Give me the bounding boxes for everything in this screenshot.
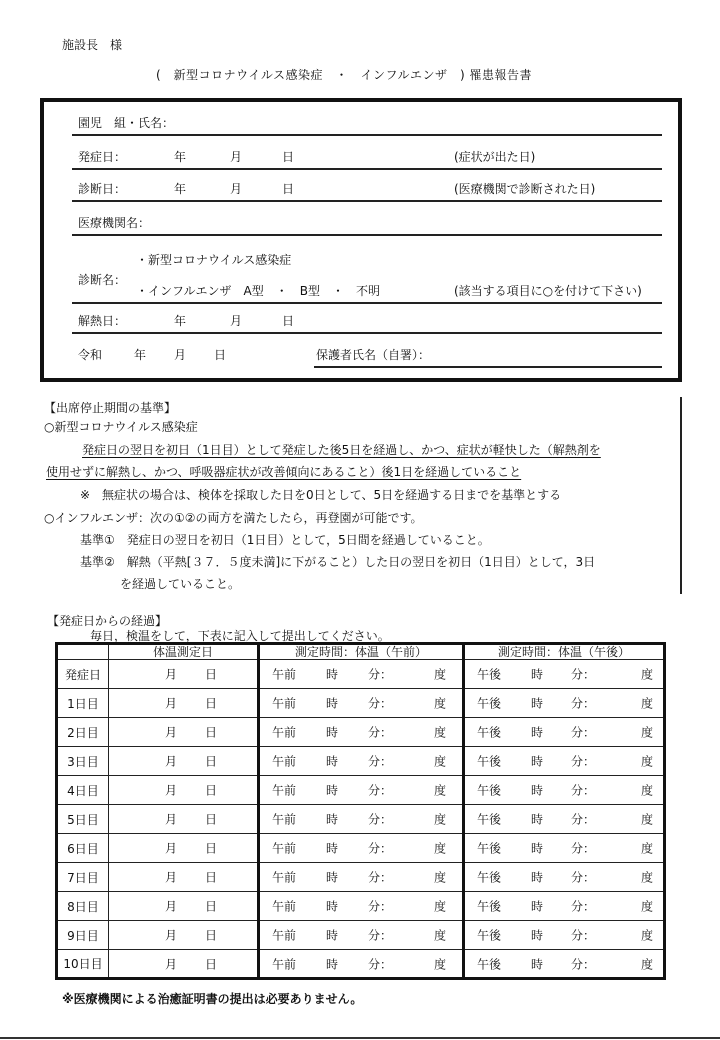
minute-label: 分： [368,841,393,856]
attendance-criteria [40,397,682,594]
month-label: 月 [165,783,178,798]
diagnosis-date-row[interactable] [72,178,662,202]
diagnosis-year: 年 [174,182,187,196]
criteria-heading: 【出席停止期間の基準】 [44,401,177,415]
pm-label: 午後 [477,957,502,971]
table-row [57,892,665,921]
degree-label: 度 [641,812,654,827]
diagnosis-month: 月 [230,182,243,196]
reiwa-label: 令和 [78,348,103,362]
minute-label: 分： [571,754,596,769]
degree-label: 度 [434,783,447,798]
am-label: 午前 [272,667,297,682]
day-unit-label: 日 [205,812,218,827]
header-afternoon: 測定時間：体温（午後） [464,644,665,660]
morning-cell[interactable] [259,660,464,689]
sign-year: 年 [134,348,147,362]
minute-label: 分： [368,928,393,943]
afternoon-cell[interactable] [464,892,665,921]
pm-label: 午後 [477,783,502,798]
month-label: 月 [165,696,178,711]
table-row [57,776,665,805]
minute-label: 分： [571,696,596,711]
minute-label: 分： [368,696,393,711]
sign-month: 月 [174,348,187,362]
hour-label: 時 [326,870,339,885]
onset-month: 月 [230,150,243,164]
minute-label: 分： [368,667,393,682]
day-label: 5日目 [57,805,109,834]
afternoon-cell[interactable] [464,776,665,805]
day-unit-label: 日 [205,696,218,711]
month-label: 月 [165,725,178,740]
degree-label: 度 [434,812,447,827]
table-row [57,834,665,863]
date-cell[interactable] [109,863,259,892]
day-label: 1日目 [57,689,109,718]
month-label: 月 [165,812,178,827]
onset-year: 年 [174,150,187,164]
day-unit-label: 日 [205,928,218,943]
day-unit-label: 日 [205,899,218,914]
option-note: (該当する項目に○を付けて下さい) [454,284,642,298]
pm-label: 午後 [477,812,502,827]
fever-month: 月 [230,314,243,328]
fever-day: 日 [282,314,295,328]
hour-label: 時 [326,783,339,798]
minute-label: 分： [368,812,393,827]
day-unit-label: 日 [205,957,218,971]
addressee: 施設長 様 [62,38,123,52]
day-unit-label: 日 [205,783,218,798]
hour-label: 時 [326,957,339,971]
month-label: 月 [165,870,178,885]
morning-cell[interactable] [259,805,464,834]
afternoon-cell[interactable] [464,834,665,863]
morning-cell[interactable] [259,747,464,776]
degree-label: 度 [641,957,654,971]
date-cell[interactable] [109,689,259,718]
degree-label: 度 [434,667,447,682]
flu-standard-2: 基準② 解熱（平熱[３７．５度未満]に下がること）した日の翌日を初日（1日目）として，3日 [80,555,596,569]
hour-label: 時 [326,928,339,943]
date-cell[interactable] [109,834,259,863]
hour-label: 時 [326,841,339,856]
afternoon-cell[interactable] [464,805,665,834]
child-name-label: 園児 組・氏名： [78,116,175,130]
covid-heading: ○新型コロナウイルス感染症 [44,420,198,434]
footer-note: ※医療機関による治癒証明書の提出は必要ありません。 [62,992,363,1006]
table-row [57,950,665,979]
date-cell[interactable] [109,921,259,950]
am-label: 午前 [272,899,297,914]
degree-label: 度 [434,841,447,856]
covid-asymptomatic-note: ※ 無症状の場合は、検体を採取した日を0日として、5日を経過する日までを基準とする [80,488,562,502]
minute-label: 分： [571,899,596,914]
minute-label: 分： [571,783,596,798]
hour-label: 時 [531,957,544,971]
minute-label: 分： [571,841,596,856]
sign-day: 日 [214,348,227,362]
morning-cell[interactable] [259,834,464,863]
date-cell[interactable] [109,747,259,776]
onset-date-row[interactable] [72,146,662,170]
pm-label: 午後 [477,725,502,740]
table-row [57,863,665,892]
date-cell[interactable] [109,950,259,979]
date-cell[interactable] [109,718,259,747]
minute-label: 分： [368,783,393,798]
morning-cell[interactable] [259,718,464,747]
diagnosis-name-row[interactable] [72,253,662,304]
degree-label: 度 [434,928,447,943]
flu-heading: ○インフルエンザ：次の①②の両方を満たしたら，再登園が可能です。 [44,511,423,525]
header-measure-date: 体温測定日 [109,644,259,660]
table-row [57,660,665,689]
minute-label: 分： [368,899,393,914]
day-label: 4日目 [57,776,109,805]
degree-label: 度 [434,725,447,740]
child-name-row[interactable] [72,112,662,136]
degree-label: 度 [641,754,654,769]
morning-cell[interactable] [259,892,464,921]
hour-label: 時 [531,812,544,827]
degree-label: 度 [434,899,447,914]
afternoon-cell[interactable] [464,950,665,979]
table-row [57,747,665,776]
hour-label: 時 [531,928,544,943]
hour-label: 時 [326,812,339,827]
pm-label: 午後 [477,870,502,885]
day-label: 8日目 [57,892,109,921]
date-cell[interactable] [109,776,259,805]
minute-label: 分： [571,928,596,943]
morning-cell[interactable] [259,863,464,892]
afternoon-cell[interactable] [464,689,665,718]
diagnosis-name-label: 診断名： [78,273,127,287]
hour-label: 時 [531,754,544,769]
report-form [40,98,682,382]
month-label: 月 [165,899,178,914]
hour-label: 時 [326,899,339,914]
hour-label: 時 [531,899,544,914]
hour-label: 時 [326,754,339,769]
am-label: 午前 [272,957,297,971]
table-header-row [57,644,665,660]
month-label: 月 [165,754,178,769]
table-row [57,805,665,834]
day-unit-label: 日 [205,841,218,856]
minute-label: 分： [368,725,393,740]
degree-label: 度 [641,870,654,885]
date-cell[interactable] [109,660,259,689]
fever-date-row[interactable] [72,310,662,334]
afternoon-cell[interactable] [464,921,665,950]
signature-row [72,342,662,366]
am-label: 午前 [272,725,297,740]
minute-label: 分： [571,667,596,682]
institution-row[interactable] [72,212,662,236]
degree-label: 度 [641,899,654,914]
fever-year: 年 [174,314,187,328]
morning-cell[interactable] [259,689,464,718]
hour-label: 時 [531,725,544,740]
degree-label: 度 [641,667,654,682]
day-unit-label: 日 [205,870,218,885]
pm-label: 午後 [477,899,502,914]
afternoon-cell[interactable] [464,747,665,776]
progress-instruction: 毎日，検温をして，下表に記入して提出してください。 [90,629,390,643]
am-label: 午前 [272,870,297,885]
header-morning: 測定時間：体温（午前） [259,644,464,660]
minute-label: 分： [571,870,596,885]
minute-label: 分： [571,812,596,827]
pm-label: 午後 [477,696,502,711]
diagnosis-note: (医療機関で診断された日) [454,182,596,196]
day-label: 6日目 [57,834,109,863]
date-cell[interactable] [109,892,259,921]
pm-label: 午後 [477,667,502,682]
minute-label: 分： [368,754,393,769]
day-label: 7日目 [57,863,109,892]
day-label: 3日目 [57,747,109,776]
diagnosis-day: 日 [282,182,295,196]
minute-label: 分： [368,957,393,971]
am-label: 午前 [272,812,297,827]
minute-label: 分： [571,725,596,740]
temperature-table [55,642,666,980]
am-label: 午前 [272,696,297,711]
institution-label: 医療機関名： [78,216,151,230]
month-label: 月 [165,667,178,682]
day-unit-label: 日 [205,725,218,740]
flu-standard-1: 基準① 発症日の翌日を初日（1日目）として，5日間を経過していること。 [80,533,490,547]
hour-label: 時 [326,667,339,682]
covid-criteria-line-2: 使用せずに解熱し、かつ、呼吸器症状が改善傾向にあること）後1日を経過していること [46,465,522,479]
bottom-rule [0,1037,720,1039]
guardian-signature-line[interactable] [314,366,662,368]
morning-cell[interactable] [259,921,464,950]
day-label: 10日目 [57,950,109,979]
guardian-label: 保護者氏名（自署）： [316,348,431,362]
month-label: 月 [165,841,178,856]
flu-standard-2-cont: を経過していること。 [120,577,241,591]
option-covid[interactable]: ・新型コロナウイルス感染症 [136,253,292,267]
am-label: 午前 [272,841,297,856]
hour-label: 時 [326,696,339,711]
hour-label: 時 [531,841,544,856]
fever-label: 解熱日： [78,314,127,328]
document-title: ( 新型コロナウイルス感染症 ・ インフルエンザ ) 罹患報告書 [156,68,532,82]
table-row [57,689,665,718]
day-unit-label: 日 [205,754,218,769]
onset-note: (症状が出た日) [454,150,536,164]
degree-label: 度 [434,754,447,769]
degree-label: 度 [434,870,447,885]
degree-label: 度 [641,725,654,740]
day-label: 2日目 [57,718,109,747]
hour-label: 時 [531,696,544,711]
diagnosis-date-label: 診断日： [78,182,127,196]
hour-label: 時 [326,725,339,740]
minute-label: 分： [368,870,393,885]
covid-criteria-line-1: 発症日の翌日を初日（1日目）として発症した後5日を経過し、かつ、症状が軽快した（解熱剤を [82,443,601,457]
morning-cell[interactable] [259,950,464,979]
month-label: 月 [165,957,178,971]
day-label: 9日目 [57,921,109,950]
table-row [57,718,665,747]
degree-label: 度 [641,783,654,798]
afternoon-cell[interactable] [464,660,665,689]
degree-label: 度 [641,928,654,943]
hour-label: 時 [531,783,544,798]
degree-label: 度 [641,841,654,856]
day-label: 発症日 [57,660,109,689]
afternoon-cell[interactable] [464,718,665,747]
pm-label: 午後 [477,928,502,943]
header-blank [57,644,109,660]
option-influenza[interactable]: ・インフルエンザ A型 ・ B型 ・ 不明 [136,284,380,298]
am-label: 午前 [272,754,297,769]
degree-label: 度 [641,696,654,711]
month-label: 月 [165,928,178,943]
progress-heading: 【発症日からの経過】 [47,614,168,628]
morning-cell[interactable] [259,776,464,805]
pm-label: 午後 [477,754,502,769]
afternoon-cell[interactable] [464,863,665,892]
am-label: 午前 [272,928,297,943]
degree-label: 度 [434,696,447,711]
hour-label: 時 [531,667,544,682]
degree-label: 度 [434,957,447,971]
hour-label: 時 [531,870,544,885]
date-cell[interactable] [109,805,259,834]
onset-label: 発症日： [78,150,127,164]
am-label: 午前 [272,783,297,798]
pm-label: 午後 [477,841,502,856]
table-row [57,921,665,950]
minute-label: 分： [571,957,596,971]
onset-day: 日 [282,150,295,164]
day-unit-label: 日 [205,667,218,682]
